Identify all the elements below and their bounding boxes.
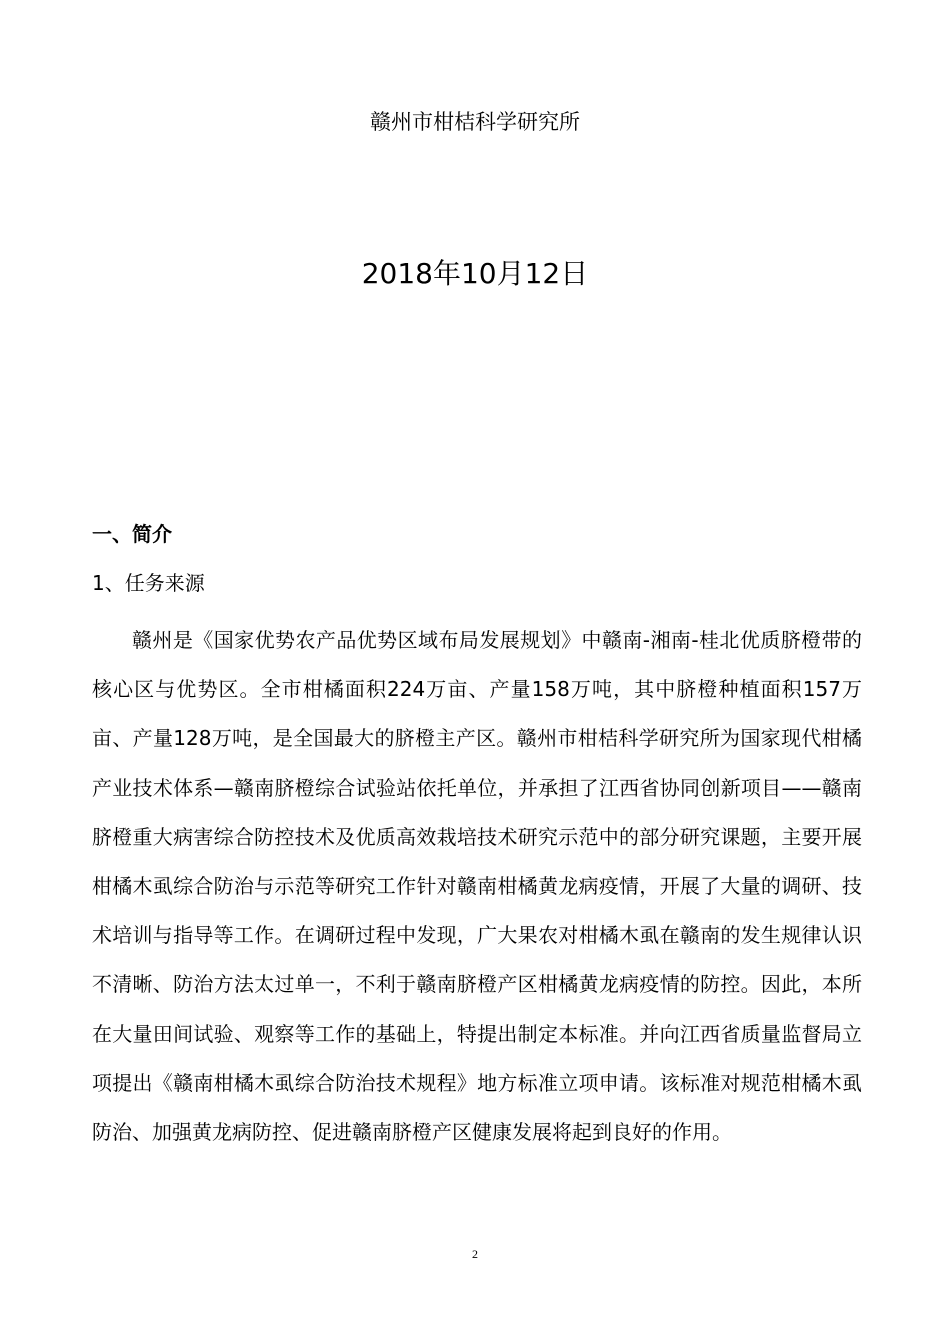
sub-heading: 1、任务来源 bbox=[92, 571, 205, 595]
section-heading: 一、简介 bbox=[92, 522, 172, 546]
body-paragraph: 赣州是《国家优势农产品优势区域布局发展规划》中赣南-湘南-桂北优质脐橙带的核心区与优势区。全市柑橘面积224万亩、产量158万吨，其中脐橙种植面积157万亩、产量128万吨，是全国最大的脐橙主产区。赣州市柑桔科学研究所为国家现代柑橘产业技术体系—赣南脐橙综合试验站依托单位，并承担了江西省协同创新项目——赣南脐橙重大病害综合防控技术及优质高效栽培技术研究示范中的部分研究课题，主要开展柑橘木虱综合防治与示范等研究工作针对赣南柑橘黄龙病疫情，开展了大量的调研、技术培训与指导等工作。在调研过程中发现，广大果农对柑橘木虱在赣南的发生规律认识不清晰、防治方法太过单一，不利于赣南脐橙产区柑橘黄龙病疫情的防控。因此，本所在大量田间试验、观察等工作的基础上，特提出制定本标准。并向江西省质量监督局立项提出《赣南柑橘木虱综合防治技术规程》地方标准立项申请。该标准对规范柑橘木虱防治、加强黄龙病防控、促进赣南脐橙产区健康发展将起到良好的作用。 bbox=[92, 628, 862, 1145]
organization-name: 赣州市柑桔科学研究所 bbox=[370, 110, 580, 134]
page-number: 2 bbox=[472, 1247, 478, 1261]
document-date: 2018年10月12日 bbox=[361, 257, 589, 290]
